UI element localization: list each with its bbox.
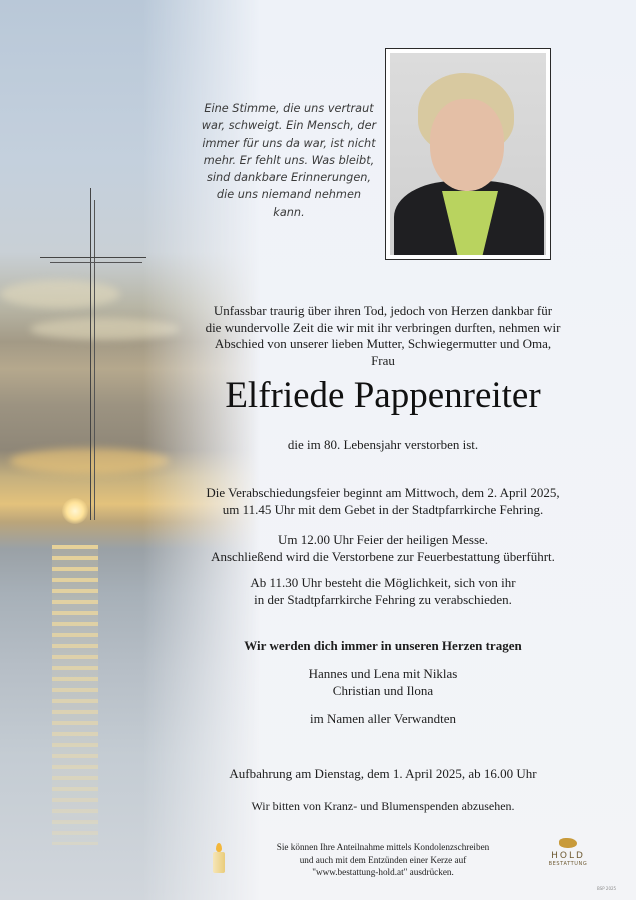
portrait-image bbox=[390, 53, 546, 255]
condolence-text: Sie können Ihre Anteilnahme mittels Kondolenzschreiben und auch mit dem Entzünden einer Kerze auf "www.bestattung-hold.at" ausdrücken. bbox=[276, 842, 490, 877]
logo-sub: BESTATTUNG bbox=[548, 861, 588, 867]
intro-text: Unfassbar traurig über ihren Tod, jedoch von Herzen dankbar für die wundervolle Zeit die wir mit ihr verbringen durften, nehmen wir Abschied von unserer lieben Mutter, Schwiegermutter und Oma, Frau bbox=[205, 303, 561, 368]
hold-logo-icon bbox=[540, 838, 596, 878]
ceremony-text: Die Verabschiedungsfeier beginnt am Mittwoch, dem 2. April 2025, um 11.45 Uhr mit dem Gebet in der Stadtpfarrkirche Fehring. bbox=[206, 485, 560, 517]
family-line: Christian und Ilona bbox=[332, 683, 434, 698]
farewell-text: Ab 11.30 Uhr besteht die Möglichkeit, sich von ihr in der Stadtpfarrkirche Fehring zu verabschieden. bbox=[250, 575, 516, 607]
logo-name: HOLD bbox=[551, 851, 585, 861]
flowers-note: Wir bitten von Kranz- und Blumenspenden abzusehen. bbox=[251, 799, 515, 813]
laying-out-text: Aufbahrung am Dienstag, dem 1. April 2025, ab 16.00 Uhr bbox=[229, 766, 537, 781]
age-text: die im 80. Lebensjahr verstorben ist. bbox=[287, 437, 479, 452]
mass-text: Um 12.00 Uhr Feier der heiligen Messe. Anschließend wird die Verstorbene zur Feuerbestattung überführt. bbox=[211, 532, 555, 564]
sun bbox=[62, 498, 88, 524]
candle-icon bbox=[212, 843, 226, 873]
logo-mark bbox=[559, 838, 577, 848]
family-line: im Namen aller Verwandten bbox=[310, 711, 456, 726]
sun-reflection bbox=[52, 545, 98, 845]
cloud-shape bbox=[0, 280, 120, 308]
deceased-name: Elfriede Pappenreiter bbox=[225, 375, 541, 416]
family-line: Hannes und Lena mit Niklas bbox=[308, 666, 458, 681]
portrait-photo bbox=[385, 48, 551, 260]
motto-text: Wir werden dich immer in unseren Herzen tragen bbox=[244, 638, 522, 653]
memorial-quote: Eine Stimme, die uns vertraut war, schweigt. Ein Mensch, der immer für uns da war, ist nicht mehr. Er fehlt uns. Was bleibt, sind dankbare Erinnerungen, die uns niemand nehmen kann. bbox=[201, 102, 377, 219]
copyright-mark: BSP 2025 bbox=[597, 886, 617, 891]
